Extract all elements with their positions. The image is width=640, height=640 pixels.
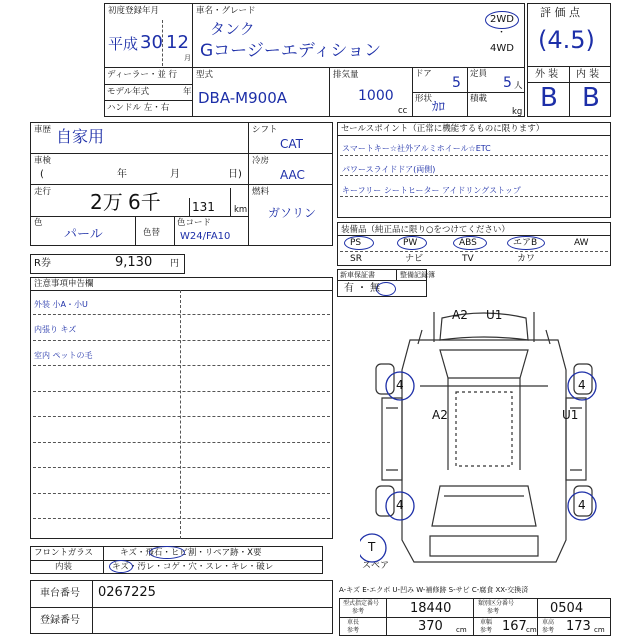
sales-line-1: スマートキー☆社外アルミホイール☆ETC	[342, 144, 491, 153]
color-code-value: W24/FA10	[180, 231, 231, 242]
interior-options: キズ・汚レ・コゲ・穴・スレ・キレ・破レ	[112, 562, 274, 572]
record-label: 整備記録簿	[400, 271, 435, 279]
note-item-2: 内張り キズ	[34, 325, 77, 334]
color-value: パール	[64, 227, 103, 242]
inspection-label: 車検	[34, 156, 52, 166]
recycle-section	[30, 254, 185, 274]
mark-tire-spare: T	[368, 540, 376, 554]
equip-sr: SR	[350, 254, 362, 264]
ref-label-2: 参考	[487, 608, 500, 615]
shape-label: 形状	[415, 94, 433, 104]
chip-circle	[149, 546, 185, 559]
notes-rule	[33, 391, 330, 392]
color-label: 色	[34, 218, 43, 228]
fuel-label: 燃料	[252, 187, 270, 197]
equip-navi: ナビ	[405, 254, 424, 264]
width-unit: cm	[526, 626, 537, 634]
notes-rule	[33, 442, 330, 443]
equip-aw: AW	[574, 238, 589, 248]
mark-4-rear-left: 4	[396, 498, 404, 512]
equip-leather: カワ	[517, 254, 536, 264]
mark-4-front-left: 4	[396, 378, 404, 392]
disp-value: 1000	[358, 88, 394, 104]
inspection-day: 日)	[228, 169, 242, 180]
capacity-value: 5	[503, 75, 512, 91]
score-label: 評 価 点	[540, 6, 580, 19]
windshield-label: フロントガラス	[34, 548, 93, 558]
color-code-label: 色コード	[177, 218, 212, 228]
mileage-man: 2万	[90, 190, 123, 214]
recycle-unit: 円	[170, 259, 180, 269]
equip-abs: ABS	[459, 238, 477, 248]
class-value: 0504	[550, 601, 584, 616]
height-label: 車高	[542, 619, 555, 626]
int-grade: B	[582, 83, 600, 113]
type-value: DBA-M900A	[198, 89, 288, 107]
mileage-sen: 6千	[128, 190, 161, 214]
handle-label: ハンドル 左・右	[107, 103, 170, 113]
inspection-month: 月	[170, 169, 180, 180]
notes-rule	[33, 467, 330, 468]
disp-unit: cc	[398, 106, 408, 116]
inspection-year: 年	[117, 169, 127, 180]
mark-a2-top: A2	[452, 308, 468, 322]
length-label: 車長	[347, 619, 360, 626]
year-value: 30	[140, 32, 163, 53]
new-car-label: 新車保証書	[340, 271, 375, 279]
width-label: 車幅	[480, 619, 493, 626]
mark-4-front-right: 4	[578, 378, 586, 392]
door-value: 5	[452, 75, 461, 91]
height-unit: cm	[594, 626, 605, 634]
notes-rule	[33, 416, 330, 417]
reg-label: 登録番号	[40, 615, 80, 626]
month-unit: 月	[184, 54, 191, 62]
mark-a2-side: A2	[432, 408, 448, 422]
note-item-1: 外装 小A・小U	[34, 300, 88, 309]
usage-label: 車歴	[34, 125, 52, 135]
model-year-label: モデル年式	[107, 87, 150, 97]
sales-line-3: キーフリー シートヒーター アイドリングストップ	[342, 186, 521, 195]
first-reg-label: 初度登録年月	[108, 6, 160, 16]
mileage-unit: km	[234, 205, 248, 215]
length-value: 370	[418, 619, 443, 634]
drive-2wd: 2WD	[490, 14, 514, 25]
era-value: 平成	[108, 35, 139, 53]
interior-label: 内装	[55, 562, 73, 572]
shift-label: シフト	[252, 125, 278, 135]
month-value: 12	[166, 32, 189, 53]
equip-airbag: エアB	[513, 238, 538, 248]
note-item-3: 室内 ペットの毛	[34, 351, 93, 360]
spare-label: スペア	[362, 561, 390, 571]
width-value: 167	[502, 619, 527, 634]
notes-rule	[33, 314, 330, 315]
sales-line-2: パワースライドドア(両側)	[342, 165, 436, 174]
int-label: 内 装	[576, 69, 600, 80]
mark-4-rear-right: 4	[578, 498, 586, 512]
notes-section	[30, 277, 333, 539]
usage-value: 自家用	[56, 127, 105, 146]
equipment-title: 装備品（純正品に限り○をつけてください）	[341, 225, 510, 235]
mileage-label: 走行	[34, 187, 52, 197]
equip-pw: PW	[403, 238, 418, 248]
orig-color-label: 色替	[143, 228, 161, 238]
drive-dot: ・	[497, 28, 507, 38]
load-unit: kg	[512, 107, 523, 117]
ref-label-1: 参考	[352, 608, 365, 615]
chassis-value: 0267225	[98, 585, 156, 600]
equip-ps: PS	[350, 238, 362, 248]
notes-title: 注意事項申告欄	[34, 279, 94, 289]
mileage-rest: 131	[192, 200, 215, 214]
ref-label-5: 参考	[542, 627, 555, 634]
windshield-options: キズ・飛石・ヒビ割・リペア跡・X要	[120, 548, 262, 558]
sales-title: セールスポイント（正常に機能するものに限ります）	[341, 124, 545, 134]
ac-label: 冷房	[252, 156, 270, 166]
type-cert-label: 型式指定番号	[343, 600, 380, 607]
capacity-unit: 人	[514, 81, 523, 91]
scratch-circle	[109, 560, 133, 573]
chassis-label: 車台番号	[40, 588, 80, 599]
model-year-unit: 年	[183, 87, 192, 97]
type-label: 型式	[196, 70, 214, 80]
inspection-open: (	[40, 169, 44, 180]
notes-rule	[33, 365, 330, 366]
notes-rule	[33, 493, 330, 494]
mark-u1-top: U1	[486, 308, 503, 322]
recycle-label: R券	[34, 258, 51, 269]
grade-value: Gコージーエディション	[200, 41, 382, 61]
legend: A-キズ E-エクボ U-凹み W-補修跡 S-サビ C-腐食 XX-交換済	[339, 586, 529, 594]
ref-label-3: 参考	[347, 627, 360, 634]
shift-value: CAT	[280, 137, 303, 151]
ac-value: AAC	[280, 168, 305, 182]
length-unit: cm	[456, 626, 467, 634]
notes-rule	[33, 518, 330, 519]
class-label: 類別区分番号	[478, 600, 515, 607]
height-value: 173	[566, 619, 591, 634]
car-diagram	[360, 300, 605, 580]
notes-rule	[33, 340, 330, 341]
car-name-label: 車名・グレード	[196, 6, 256, 16]
door-label: ドア	[415, 69, 432, 79]
warranty-value: 有・無	[344, 283, 383, 294]
equip-tv: TV	[462, 254, 474, 264]
ext-grade: B	[540, 83, 558, 113]
recycle-value: 9,130	[115, 255, 153, 270]
type-cert-value: 18440	[410, 601, 452, 616]
car-name-value: タンク	[210, 20, 255, 38]
load-label: 積載	[470, 94, 488, 104]
fuel-value: ガソリン	[268, 206, 317, 220]
ext-label: 外 装	[535, 69, 559, 80]
mark-u1-side: U1	[562, 408, 579, 422]
capacity-label: 定員	[470, 69, 488, 79]
shape-value: ｶﾛ	[432, 100, 445, 115]
dealer-label: ディーラー・並 行	[107, 70, 178, 80]
score-value: (4.5)	[538, 26, 595, 54]
disp-label: 排気量	[333, 70, 359, 80]
ref-label-4: 参考	[480, 627, 493, 634]
drive-4wd: 4WD	[490, 43, 514, 54]
